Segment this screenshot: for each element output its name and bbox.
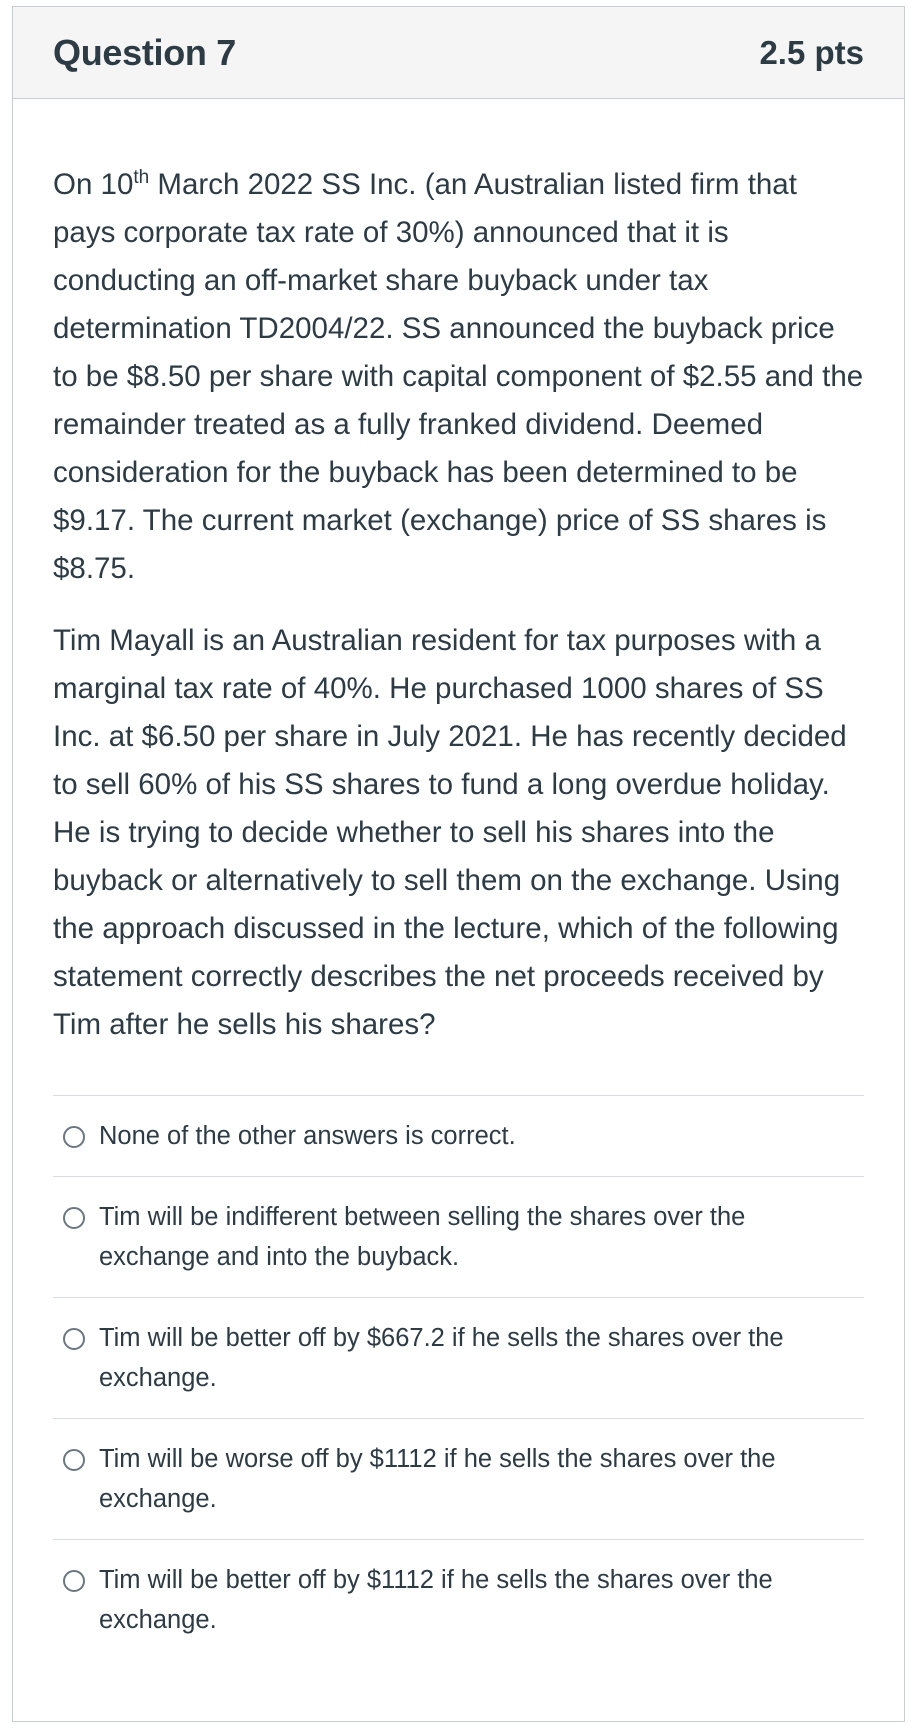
question-card [12, 6, 905, 1722]
radio-button[interactable] [63, 1328, 85, 1350]
radio-button[interactable] [63, 1570, 85, 1592]
answer-label: Tim will be better off by $1112 if he sells the shares over the exchange. [99, 1566, 773, 1634]
answer-option-5[interactable] [53, 1540, 864, 1660]
radio-button[interactable] [63, 1126, 85, 1148]
answer-label: Tim will be worse off by $1112 if he sells the shares over the exchange. [99, 1445, 776, 1513]
radio-button[interactable] [63, 1449, 85, 1471]
answer-label: Tim will be indifferent between selling the shares over the exchange and into the buyback. [99, 1203, 746, 1271]
question-title: Question 7 [53, 31, 237, 73]
question-paragraph-1 [53, 161, 864, 593]
question-body [13, 99, 904, 1660]
question-header [13, 7, 904, 99]
answer-label: None of the other answers is correct. [99, 1122, 516, 1150]
answer-option-1[interactable] [53, 1096, 864, 1177]
answer-label: Tim will be better off by $667.2 if he sells the shares over the exchange. [99, 1324, 784, 1392]
answer-option-2[interactable] [53, 1177, 864, 1298]
question-points: 2.5 pts [759, 33, 864, 71]
paragraph-1-prefix: On 10 [53, 168, 134, 201]
paragraph-1-rest: March 2022 SS Inc. (an Australian listed firm that pays corporate tax rate of 30%) announced that it is conducting an off-market share buyback under tax determination TD2004/22. SS announced the buyback price to be $8.50 per share with capital component of $2.55 and the remainder treated as a fully franked dividend. Deemed consideration for the buyback has been determined to be $9.17. The current market (exchange) price of SS shares is $8.75. [53, 168, 864, 585]
answer-list [53, 1095, 864, 1660]
answer-option-4[interactable] [53, 1419, 864, 1540]
answer-option-3[interactable] [53, 1298, 864, 1419]
question-paragraph-2: Tim Mayall is an Australian resident for tax purposes with a marginal tax rate of 40%. He purchased 1000 shares of SS Inc. at $6.50 per share in July 2021. He has recently decided to sell 60% of his SS shares to fund a long overdue holiday. He is trying to decide whether to sell his shares into the buyback or alternatively to sell them on the exchange. Using the approach discussed in the lecture, which of the following statement correctly describes the net proceeds received by Tim after he sells his shares? [53, 624, 847, 1041]
paragraph-1-superscript: th [133, 167, 150, 189]
radio-button[interactable] [63, 1207, 85, 1229]
